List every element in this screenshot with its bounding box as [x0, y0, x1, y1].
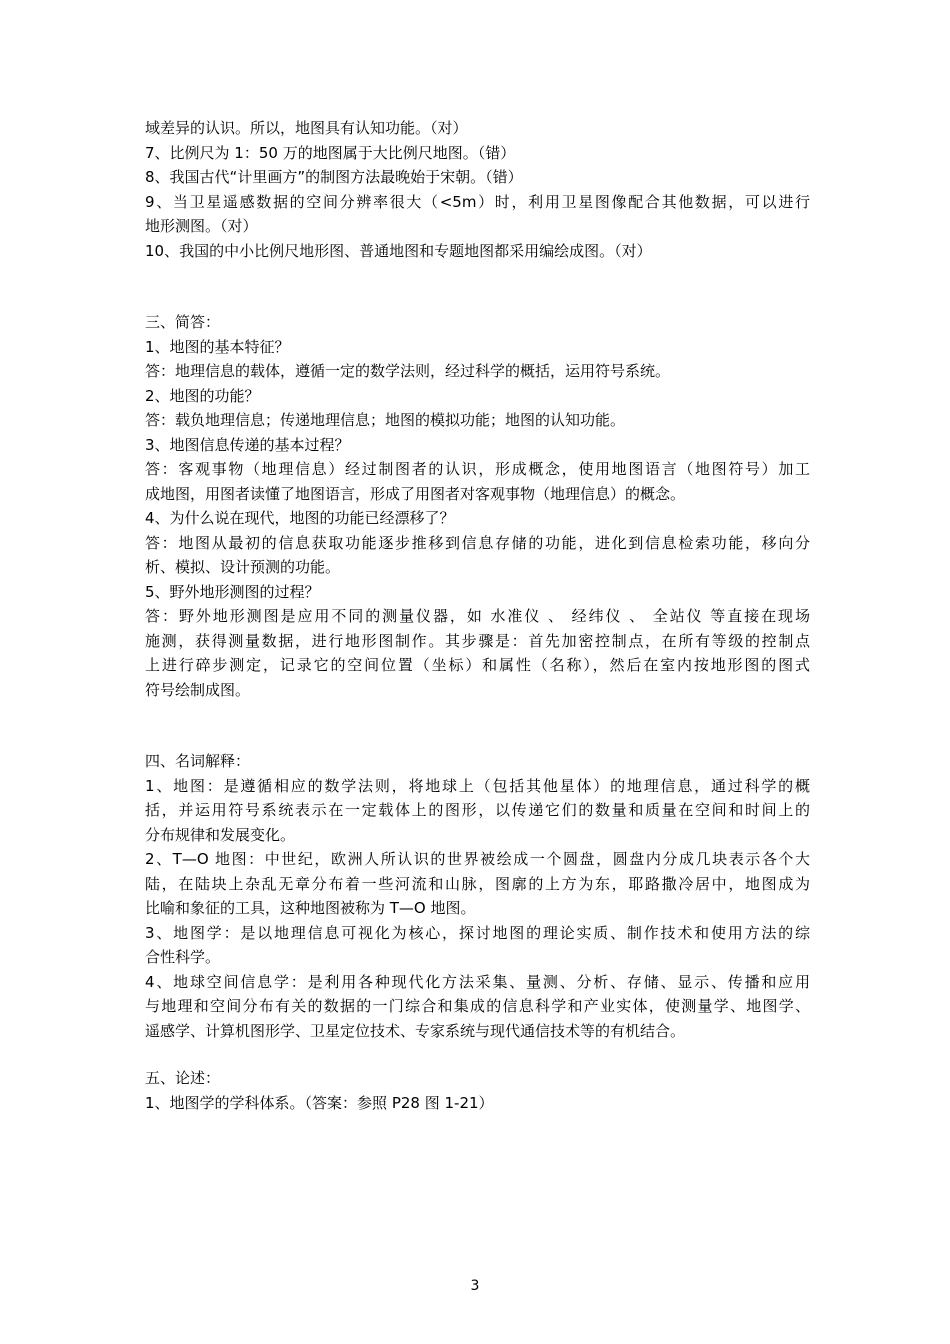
question-2: 2、地图的功能？ [145, 386, 260, 405]
term-4-line-2: 与地理和空间分布有关的数据的一门综合和集成的信息科学和产业实体，使测量学、地图学、 [145, 997, 810, 1015]
tf-item-9: 9、当卫星遥感数据的空间分辨率很大（<5m）时，利用卫星图像配合其他数据，可以进行 [145, 192, 810, 211]
question-4: 4、为什么说在现代，地图的功能已经漂移了？ [145, 509, 455, 527]
term-1-line-1: 1、地图：是遵循相应的数学法则，将地球上（包括其他星体）的地理信息，通过科学的概 [145, 776, 810, 795]
term-2-line-3: 比喻和象征的工具，这种地图被称为 T—O 地图。 [145, 899, 476, 917]
question-3: 3、地图信息传递的基本过程？ [145, 435, 350, 454]
section-gap [145, 263, 810, 310]
term-4-line-1: 4、地球空间信息学：是利用各种现代化方法采集、量测、分析、存储、显示、传播和应用 [145, 972, 810, 991]
term-2-line-1: 2、T—O 地图：中世纪，欧洲人所认识的世界被绘成一个圆盘，圆盘内分成几块表示各个大 [145, 850, 810, 868]
term-3-line-2: 合性科学。 [145, 948, 221, 966]
term-1-line-2: 括，并运用符号系统表示在一定载体上的图形，以传递它们的数量和质量在空间和时间上的 [145, 801, 810, 819]
tf-item-7: 7、比例尺为 1：50 万的地图属于大比例尺地图。（错） [145, 143, 516, 162]
term-4-line-3: 遥感学、计算机图形学、卫星定位技术、专家系统与现代通信技术等的有机结合。 [145, 1021, 686, 1040]
answer-1: 答：地理信息的载体，遵循一定的数学法则，经过科学的概括，运用符号系统。 [145, 362, 671, 380]
true-false-section [145, 116, 810, 263]
section-heading-terms: 四、名词解释： [145, 752, 251, 770]
answer-2: 答：载负地理信息；传递地理信息；地图的模拟功能；地图的认知功能。 [145, 411, 626, 429]
section-gap [145, 1043, 810, 1066]
essay-item-1: 1、地图学的学科体系。（答案：参照 P28 图 1-21） [145, 1093, 494, 1112]
answer-3-line-1: 答：客观事物（地理信息）经过制图者的认识，形成概念，使用地图语言（地图符号）加工 [145, 460, 810, 478]
tf-item-10: 10、我国的中小比例尺地形图、普通地图和专题地图都采用编绘成图。（对） [145, 241, 652, 260]
section-heading-essay: 五、论述： [145, 1069, 221, 1087]
tf-item-8: 8、我国古代“计里画方”的制图方法最晚始于宋朝。（错） [145, 168, 523, 186]
terms-section [145, 749, 810, 1043]
tf-item-9-cont: 地形测图。（对） [145, 217, 258, 235]
answer-4-line-2: 析、模拟、设计预测的功能。 [145, 558, 341, 576]
answer-4-line-1: 答：地图从最初的信息获取功能逐步推移到信息存储的功能，进化到信息检索功能，移向分 [145, 533, 810, 552]
page-content [145, 116, 810, 1115]
answer-5-line-2: 施测，获得测量数据，进行地形图制作。其步骤是：首先加密控制点，在所有等级的控制点 [145, 631, 810, 650]
term-1-line-3: 分布规律和发展变化。 [145, 825, 296, 844]
answer-5-line-3: 上进行碎步测定，记录它的空间位置（坐标）和属性（名称），然后在室内按地形图的图式 [145, 656, 810, 674]
essay-section [145, 1066, 810, 1115]
question-1: 1、地图的基本特征？ [145, 337, 290, 356]
section-heading-short-answer: 三、简答： [145, 313, 221, 331]
answer-3-line-2: 成地图，用图者读懂了地图语言，形成了用图者对客观事物（地理信息）的概念。 [145, 484, 686, 503]
page-number: 3 [470, 1278, 480, 1294]
answer-5-line-4: 符号绘制成图。 [145, 680, 251, 699]
answer-5-line-1: 答：野外地形测图是应用不同的测量仪器，如 水准仪 、 经纬仪 、 全站仪 等直接在现场 [145, 607, 810, 625]
term-2-line-2: 陆，在陆块上杂乱无章分布着一些河流和山脉，图廓的上方为东，耶路撒冷居中，地图成为 [145, 874, 810, 893]
short-answer-section [145, 310, 810, 702]
section-gap [145, 702, 810, 749]
term-3-line-1: 3、地图学：是以地理信息可视化为核心，探讨地图的理论实质、制作技术和使用方法的综 [145, 923, 810, 942]
question-5: 5、野外地形测图的过程？ [145, 582, 320, 601]
tf-line: 域差异的认识。所以，地图具有认知功能。（对） [145, 119, 468, 137]
